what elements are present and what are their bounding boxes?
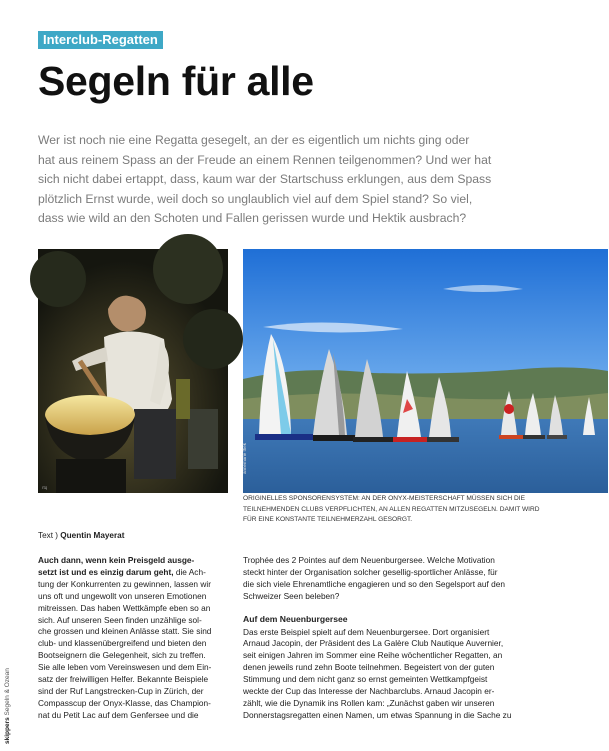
body-line: Trophée des 2 Pointes auf dem Neuenburgersee. Welche Motivation xyxy=(243,555,495,565)
body-line: Compasscup der Onyx-Klasse, das Champion- xyxy=(38,697,211,708)
body-line: nat du Petit Lac auf dem Genfersee und die xyxy=(38,709,199,720)
subheading: Auf dem Neuenburgersee xyxy=(243,613,348,624)
author-byline xyxy=(38,531,124,540)
vertical-footer xyxy=(4,668,11,744)
caption-line: TEILNEHMENDEN CLUBS VERPFLICHTEN, AN ALLEN REGATTEN MITZUSEGELN. DAMIT WIRD xyxy=(243,505,540,513)
body-line: Sie alle leben vom Vereinswesen und dem Ein- xyxy=(38,662,212,673)
lead-continuation: die Ach- xyxy=(173,566,206,577)
body-line: club- und klassenübergreifend und bieten den xyxy=(38,638,207,649)
photo-regatta xyxy=(243,249,608,493)
lead-bold-line: Auch dann, wenn kein Preisgeld ausge- xyxy=(38,555,195,565)
lead-line: plötzlich Ernst wurde, weil doch so unglaublich viel auf dem Spiel stand? So viel, xyxy=(38,191,473,206)
lead-paragraph xyxy=(38,131,583,229)
lead-line: hat aus reinem Spass an der Freude an einem Rennen teilgenommen? Und wer hat xyxy=(38,152,492,167)
body-line: tung der Konkurrenten zu gewinnen, lassen wir xyxy=(38,578,211,589)
body-line: Bootseignern die Gelegenheit, sich zu treffen. xyxy=(38,650,206,661)
body-line: die sich viele Ehrenamtliche engagieren und so den Segelsport auf den xyxy=(243,578,505,589)
body-line: Arnaud Jacopin, der Präsident des La Galère Club Nautique Auvernier, xyxy=(243,638,504,649)
body-line: zählt, wie die Dynamik ins Rollen kam: „Zunächst gaben wir unseren xyxy=(243,697,495,708)
photo-left-credit: rtq xyxy=(42,485,48,490)
body-line: mitreissen. Das haben Wettkämpfe eben so an xyxy=(38,602,211,613)
body-line: sich. Auf unseren Seen finden unzählige sol- xyxy=(38,614,202,625)
body-line: satz der freiwilligen Helfer. Bekannte Beispiele xyxy=(38,674,209,685)
body-column-right xyxy=(243,555,605,722)
body-column-left xyxy=(38,555,231,722)
caption-line: ORIGINELLES SPONSORENSYSTEM: AN DER ONYX-MEISTERSCHAFT MÜSSEN SICH DIE xyxy=(243,495,525,502)
photo-regatta-illustration xyxy=(243,249,608,493)
caption-line: FÜR EINE KONSTANTE TEILNEHMERZAHL GESORGT. xyxy=(243,516,413,524)
author-prefix: Text ) xyxy=(38,531,59,540)
lead-line: Wer ist noch nie eine Regatta gesegelt, an der es eigentlich um nichts ging oder xyxy=(38,133,470,147)
body-line: che grossen und kleinen Anlässe statt. Sie sind xyxy=(38,626,212,637)
photo-right-credit: annemarie thek xyxy=(242,442,247,474)
body-line: sind der Ruf Langstrecken-Cup in Zürich, der xyxy=(38,685,204,696)
body-line: denen jeweils rund zehn Boote teilnehmen. Begeistert von der guten xyxy=(243,662,495,673)
section-tag: Interclub-Regatten xyxy=(38,31,163,49)
footer-text: Segeln & Ozean xyxy=(4,668,11,716)
lead-bold-line: setzt ist und es einzig darum geht, xyxy=(38,566,174,577)
author-name: Quentin Mayerat xyxy=(60,531,125,540)
body-line: steckt hinter der Organisation solcher gesellig-sportlicher Anlässe, für xyxy=(243,566,498,577)
body-line: Schweizer Seen beleben? xyxy=(243,590,340,601)
photo-caption xyxy=(243,494,605,526)
lead-line: dass wie wild an den Schoten und Fallen gerissen wurde und Hektik ausbrach? xyxy=(38,211,467,226)
body-line: uns oft und ungewollt von unseren Emotionen xyxy=(38,590,207,601)
body-line: Stimmung und dem nicht ganz so ernst gemeinten Wettkampfgeist xyxy=(243,674,488,685)
body-line: seit einigen Jahren im Sommer eine Reihe wöchentlicher Regatten, an xyxy=(243,650,503,661)
body-line: weckte der Cup das Interesse der Nachbarclubs. Arnaud Jacopin er- xyxy=(243,686,495,697)
headline: Segeln für alle xyxy=(38,58,314,104)
body-line: Donnerstagsregatten einen Namen, um etwas Spannung in die Sache zu xyxy=(243,709,512,720)
footer-brand: skippers xyxy=(4,717,11,744)
photo-cooking xyxy=(38,249,228,493)
lead-line: sich nicht dabei ertappt, dass, kaum war der Startschuss erklungen, aus dem Spass xyxy=(38,172,492,187)
body-line: Das erste Beispiel spielt auf dem Neuenburgersee. Dort organisiert xyxy=(243,626,490,637)
photo-cooking-illustration xyxy=(38,249,228,493)
